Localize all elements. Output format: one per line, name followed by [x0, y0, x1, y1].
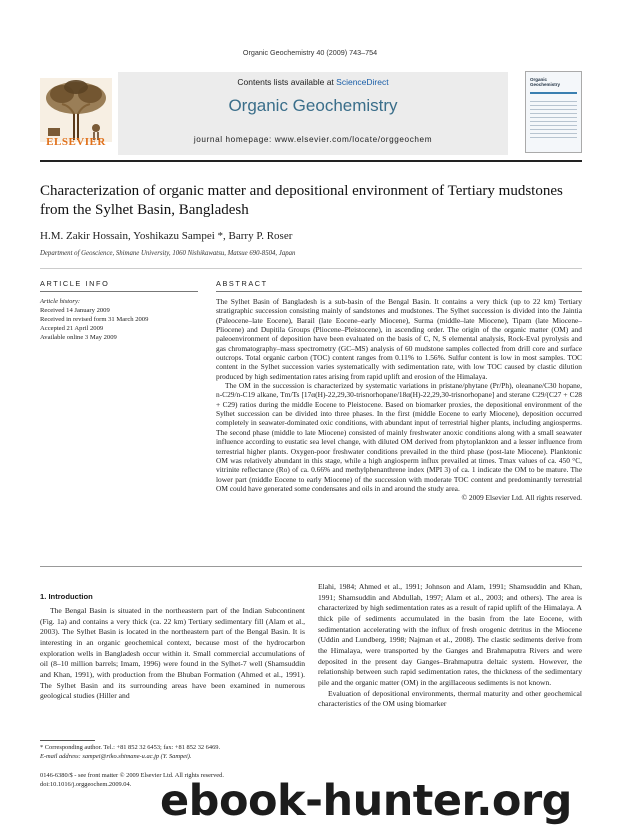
- article-info-heading: ARTICLE INFO: [40, 279, 110, 288]
- corresponding-author-contact: * Corresponding author. Tel.: +81 852 32 6453; fax: +81 852 32 6469.: [40, 744, 221, 751]
- article-info-rule: [40, 291, 198, 292]
- author-affiliation: Department of Geoscience, Shimane University, 1060 Nishikawatsu, Matsue 690-8504, Japan: [40, 250, 296, 257]
- section-title-introduction: 1. Introduction: [40, 592, 93, 601]
- article-history: [40, 297, 190, 342]
- abstract-heading: ABSTRACT: [216, 279, 268, 288]
- journal-homepage[interactable]: journal homepage: www.elsevier.com/locate/orggeochem: [193, 135, 433, 144]
- article-title: Characterization of organic matter and depositional environment of Tertiary mudstones from the Sylhet Basin, Bangladesh: [40, 183, 563, 218]
- title-block-rule: [40, 268, 582, 269]
- abstract-copyright: © 2009 Elsevier Ltd. All rights reserved.: [461, 493, 582, 503]
- elsevier-wordmark: ELSEVIER: [46, 136, 106, 148]
- abstract-bottom-rule: [40, 566, 582, 567]
- journal-citation: Organic Geochemistry 40 (2009) 743–754: [242, 48, 378, 57]
- intro-paragraph-1: The Bengal Basin is situated in the northeastern part of the Indian Subcontinent (Fig. 1a) and contains a very thick (ca. 22 km) Tertiary sedimentary fill (Alam et al., 2003). The Sylhet Basin is located in the northeastern part of the Bengal Basin. It is interesting in an organic geochemical context, because most of the hydrocarbon exploration wells in Bangladesh occur within it. Small commercial accumulations of oil (8–10 million barrels; Imam, 1996) were found in the Sylhet-7 well (Shamsuddin and Khan, 1991), with production from the Bhuban Formation (Ahmed et al., 1991). The Sylhet Basin and its surrounding areas have been examined in numerous geological studies (Hiller and: [40, 606, 305, 701]
- journal-title[interactable]: Organic Geochemistry: [228, 96, 398, 115]
- abstract-text: [216, 297, 582, 503]
- abstract-rule: [216, 291, 582, 292]
- footnote-rule: [40, 740, 95, 741]
- history-received: Received 14 January 2009: [40, 307, 110, 314]
- corresponding-author-email[interactable]: E-mail address: sampei@riko.shimane-u.ac.jp (Y. Sampei).: [40, 752, 192, 760]
- history-accepted: Accepted 21 April 2009: [40, 325, 104, 332]
- cover-text-lines: [526, 98, 581, 141]
- history-revised: Received in revised form 31 March 2009: [40, 316, 149, 323]
- contents-availability: [118, 77, 508, 87]
- history-label: Article history:: [40, 298, 81, 305]
- article-authors: H.M. Zakir Hossain, Yoshikazu Sampei *, Barry P. Roser: [40, 230, 293, 242]
- intro-paragraph-2: Evaluation of depositional environments, thermal maturity and other geochemical characteristics of the OM using biomarker: [318, 688, 582, 709]
- intro-paragraph-1-continued: Elahi, 1984; Ahmed et al., 1991; Johnson and Alam, 1991; Shamsuddin and Khan, 1991; Shamsuddin and Abdullah, 1997; Alam et al., 2003; and others). The area is characterized by high sedimentation rates as a result of rapid uplift of the Himalaya. A thick pile of sediments accumulated in the basin from the late Eocene, with sedimentation accelerating with the influx of fresh orogenic detritus in the Miocene (Uddin and Lundberg, 1998; Najman et al., 2008). The clastic sediments derive from the Himalaya, were transported by the Ganges and Brahmaputra Rivers and were deposited in the present day Ganges–Brahmaputra deltaic system. However, the relationship between such rapid sedimentation rates, the thickness of the sedimentary pile and the organic matter (OM) in the argillaceous sediments is not known.: [318, 582, 582, 687]
- header-rule: [40, 160, 582, 162]
- body-right-column: [318, 582, 582, 710]
- body-left-column: [40, 606, 305, 702]
- sciencedirect-link[interactable]: ScienceDirect: [336, 77, 389, 87]
- cover-band: [530, 92, 577, 94]
- abstract-paragraph-1: The Sylhet Basin of Bangladesh is a sub-basin of the Bengal Basin. It contains a very thick (up to 22 km) Tertiary stratigraphic succession consisting mainly of sandstones and mudstones. The Sylhet succession is divided into the Jaintia (Paleocene–late Eocene), Barail (late Eocene–early Miocene), Surma (middle–late Miocene), Tipam (late Miocene–Pliocene) and Dupitila Groups (Pliocene–Pleistocene), in ascending order. The origin of the organic matter (OM) and paleoenvironment of deposition have been evaluated on the basis of C, N, S elemental analysis, Rock-Eval pyrolysis and gas chromatography–mass spectrometry (GC–MS) analysis of 60 mudstone samples collected from drill core and surface outcrops. Total organic carbon (TOC) content ranges from 0.11% to 1.56%. Sulfur content is low in most samples. TOC content in the Sylhet succession varies systematically with sedimentation rate, with low TOC caused by clastic dilution produced by high sedimentation rates arising from rapid uplift and erosion of the Himalaya.: [216, 297, 582, 381]
- history-online: Available online 3 May 2009: [40, 334, 117, 341]
- corresponding-author-footnote: [40, 744, 305, 761]
- cover-title: Organic Geochemistry: [530, 77, 561, 87]
- doi-line[interactable]: doi:10.1016/j.orggeochem.2009.04.: [40, 780, 132, 788]
- watermark-text: ebook-hunter.org: [160, 776, 572, 826]
- abstract-paragraph-2: The OM in the succession is characterized by systematic variations in pristane/phytane (Pr/Ph), oleanane/C30 hopane, n-C29/n-C19 alkane, Tm/Ts [17α(H)-22,29,30-trisnorhopane/18α(H)-22,29,30-trisnorhopane] and sterane C29/(C27 + C28 + C29) ratios during the middle Eocene to Pleistocene. Based on biomarker proxies, the depositional environment of the Sylhet succession can be divided into three phases. In the first (middle Eocene to early Miocene), deposition occurred completely in seawater-dominated oxic conditions, with abundant input of terrestrial higher plants, including angiosperms. The second phase (middle to late Miocene) consisted of mainly freshwater anoxic conditions along with a small seawater influence according to eustatic sea level change, with diluted OM derived from phytoplankton and a lesser influence from terrestrial higher plants. Oxygen-poor freshwater conditions prevailed in the third phase (post-late Miocene). Planktonic OM was relatively abundant in this stage, while a high angiosperm influx prevailed at times. Tmax values of ca. 450 °C, vitrinite reflectance (Ro) of ca. 0.66% and methylphenanthrene index (MPI 3) of ca. 1 indicate the OM to be mature. The lower part (middle Eocene to early Miocene) of the succession with moderate TOC content and predominantly terrestrial OM could have generated some condensates and oils in and around the study area.: [216, 381, 582, 493]
- journal-cover-thumbnail[interactable]: [525, 71, 582, 153]
- issn-line: 0146-6380/$ - see front matter © 2009 Elsevier Ltd. All rights reserved.: [40, 772, 224, 779]
- contents-prefix: Contents lists available at: [237, 77, 337, 87]
